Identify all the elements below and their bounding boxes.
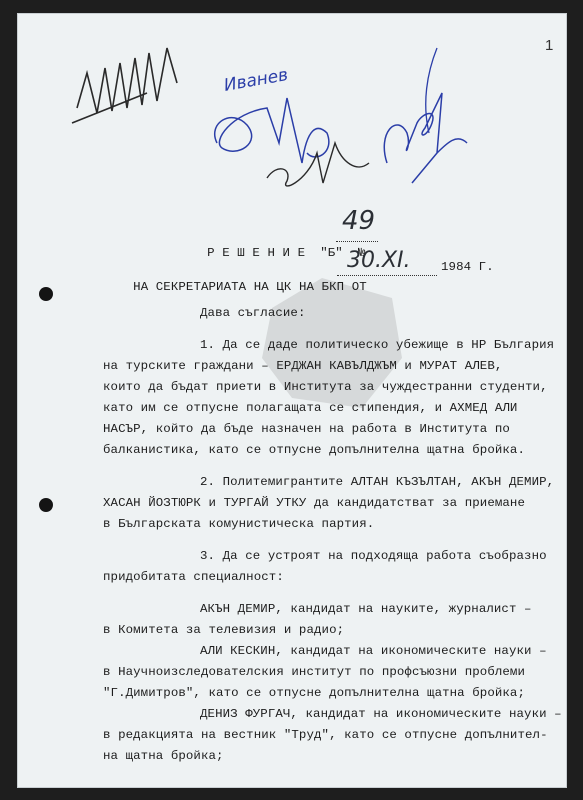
paragraph-1-line: като им се отпусне полагащата се стипендия, и АХМЕД АЛИ — [103, 401, 518, 415]
paragraph-3-line: придобитата специалност: — [103, 570, 284, 584]
list-item-line: в Научноизследователския институт по профсъюзни проблеми — [103, 665, 525, 679]
list-item-line: на щатна бройка; — [103, 749, 224, 763]
decision-title: Р Е Ш Е Н И Е "Б" № — [207, 246, 366, 260]
decision-number: 49 — [342, 206, 376, 236]
paragraph-1-line: на турските граждани – ЕРДЖАН КАВЪЛДЖЪМ и МУРАТ АЛЕВ, — [103, 359, 503, 373]
list-item-line: в редакцията на вестник "Труд", като се отпусне допълнител- — [103, 728, 548, 742]
signature-name-ivanev: Ивaнев — [222, 64, 290, 96]
signature-5 — [426, 48, 437, 133]
list-item-line: АЛИ КЕСКИН, кандидат на икономическите науки – — [200, 644, 547, 658]
paragraph-3-line: 3. Да се устроят на подходяща работа съобразно — [200, 549, 547, 563]
list-item-line: АКЪН ДЕМИР, кандидат на науките, журналист – — [200, 602, 532, 616]
secretariat-line: НА СЕКРЕТАРИАТА НА ЦК НА БКП ОТ — [133, 280, 367, 294]
paragraph-2-line: 2. Политемигрантите АЛТАН КЪЗЪЛТАН, АКЪН ДЕМИР, — [200, 475, 555, 489]
paragraph-1-line: които да бъдат приети в Института за чуждестранни студенти, — [103, 380, 548, 394]
list-item-line: ДЕНИЗ ФУРГАЧ, кандидат на икономическите науки – — [200, 707, 562, 721]
document-page — [17, 13, 567, 788]
decision-year: 1984 Г. — [441, 260, 494, 274]
decision-date: 30.XI. — [347, 248, 411, 273]
page-number: 1 — [545, 37, 554, 54]
paragraph-2-line: в Българската комунистическа партия. — [103, 517, 375, 531]
paragraph-2-line: ХАСАН ЙОЗТЮРК и ТУРГАЙ УТКУ да кандидатстват за приемане — [103, 496, 525, 510]
list-item-line: "Г.Димитров", като се отпусне допълнителна щатна бройка; — [103, 686, 525, 700]
list-item-line: в Комитета за телевизия и радио; — [103, 623, 345, 637]
signature-2 — [215, 98, 329, 163]
signatures — [17, 13, 567, 213]
signature-1 — [72, 48, 177, 123]
paragraph-1-line: балканистика, като се отпусне допълнителна щатна бройка. — [103, 443, 525, 457]
intro-text: Дава съгласие: — [200, 306, 306, 320]
punch-hole-bottom — [39, 498, 53, 512]
paragraph-1-line: 1. Да се даде политическо убежище в НР България — [200, 338, 555, 352]
punch-hole-top — [39, 287, 53, 301]
paragraph-1-line: НАСЪР, който да бъде назначен на работа в Института по — [103, 422, 510, 436]
signature-3 — [267, 143, 369, 186]
